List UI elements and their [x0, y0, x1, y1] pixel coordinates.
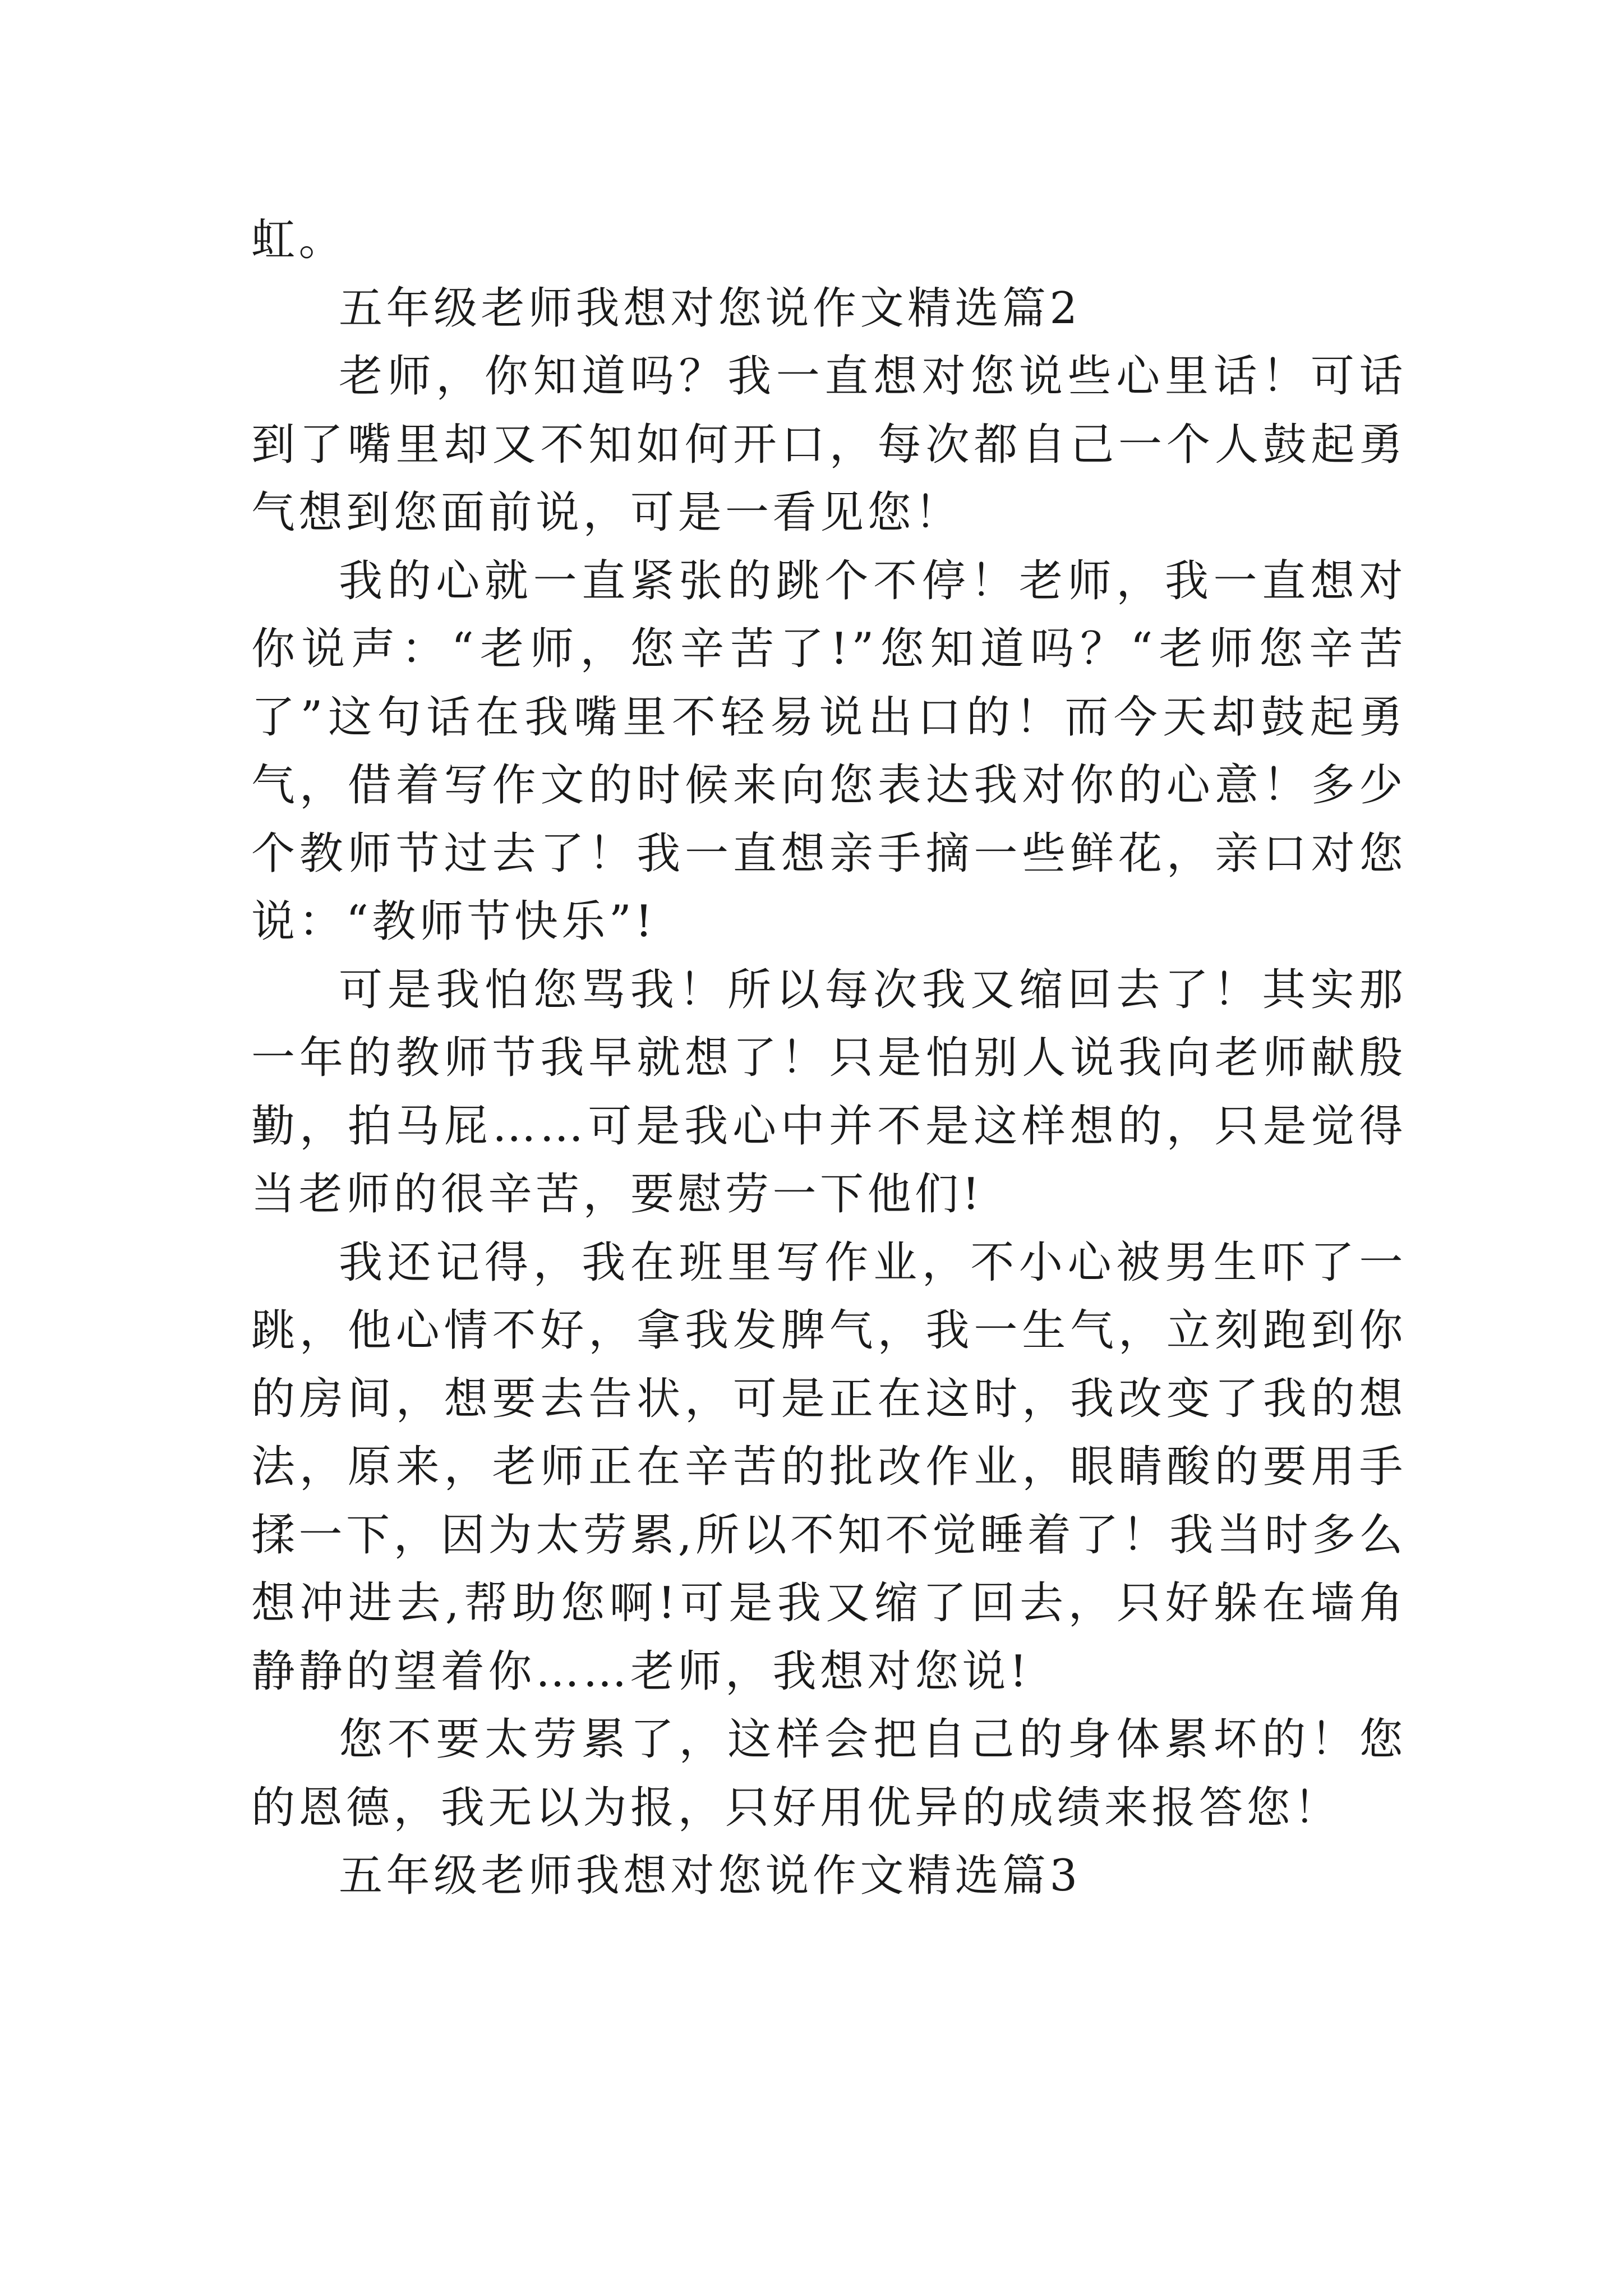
paragraph-5: 您不要太劳累了，这样会把自己的身体累坏的！您的恩德，我无以为报，只好用优异的成绩来报答您！ — [251, 1714, 1407, 1833]
paragraph-1: 老师，你知道吗？我一直想对您说些心里话！可话到了嘴里却又不知如何开口，每次都自己一个人鼓起勇气想到您面前说，可是一看见您！ — [251, 351, 1407, 538]
section-heading-3: 五年级老师我想对您说作文精选篇3 — [339, 1851, 1081, 1901]
fragment-line: 虹。 — [251, 215, 347, 265]
section-heading-2: 五年级老师我想对您说作文精选篇2 — [339, 283, 1081, 334]
paragraph-4: 我还记得，我在班里写作业，不小心被男生吓了一跳，他心情不好，拿我发脾气，我一生气，立刻跑到你的房间，想要去告状，可是正在这时，我改变了我的想法，原来，老师正在辛苦的批改作业，眼睛酸的要用手揉一下，因为太劳累,所以不知不觉睡着了！我当时多么想冲进去,帮助您啊!可是我又缩了回去，只好躲在墙角静静的望着你……老师，我想对您说! — [251, 1237, 1407, 1697]
paragraph-2: 我的心就一直紧张的跳个不停！老师，我一直想对你说声：“老师，您辛苦了!”您知道吗？“老师您辛苦了”这句话在我嘴里不轻易说出口的！而今天却鼓起勇气，借着写作文的时候来向您表达我对你的心意！多少个教师节过去了！我一直想亲手摘一些鲜花，亲口对您说：“教师节快乐”! — [251, 555, 1407, 947]
paragraph-3: 可是我怕您骂我！所以每次我又缩回去了！其实那一年的教师节我早就想了！只是怕别人说我向老师献殷勤，拍马屁……可是我心中并不是这样想的，只是觉得当老师的很辛苦，要慰劳一下他们! — [251, 964, 1407, 1220]
document-body — [251, 206, 1407, 1911]
